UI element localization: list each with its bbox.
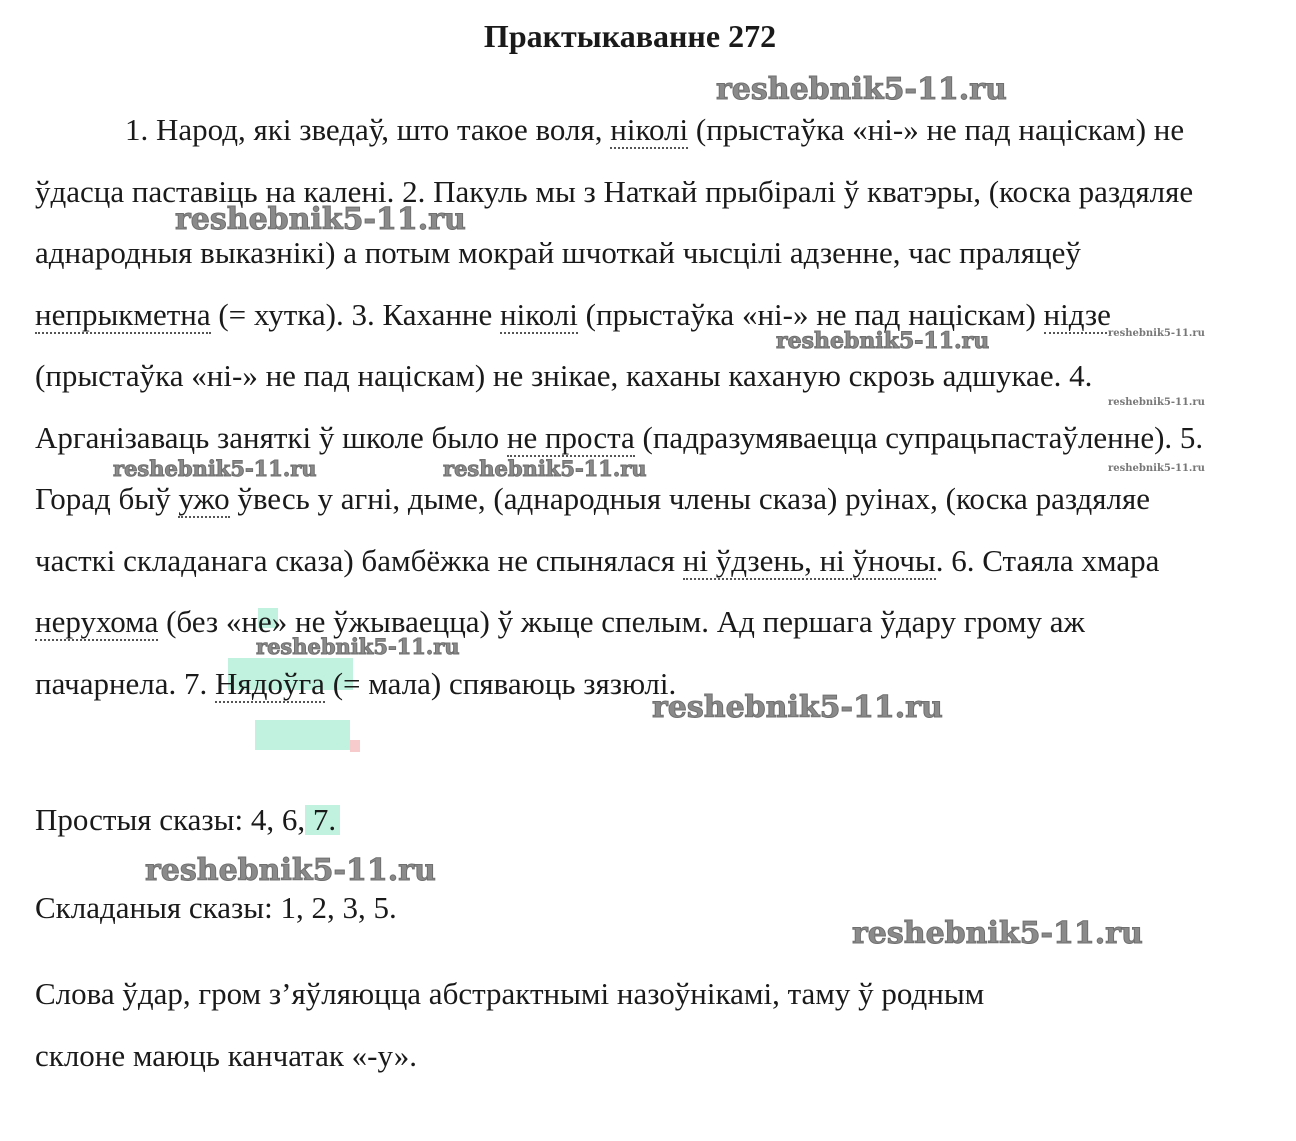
watermark: reshebnik5-11.ru bbox=[1108, 463, 1205, 474]
watermark: reshebnik5-11.ru bbox=[113, 456, 317, 481]
underlined-word: не проста bbox=[506, 419, 635, 455]
answer-paragraph bbox=[35, 99, 1215, 714]
note-line: склоне маюць канчатак «-у». bbox=[35, 1038, 418, 1073]
complex-sentences: Складаныя сказы: 1, 2, 3, 5. bbox=[35, 890, 397, 925]
sentence-text: (= хутка). 3. Каханне bbox=[210, 296, 501, 332]
sentence-text: 1. Народ, які зведаў, што такое воля, bbox=[125, 112, 611, 147]
watermark: reshebnik5-11.ru bbox=[716, 72, 1007, 107]
watermark: reshebnik5-11.ru bbox=[175, 202, 466, 237]
page-title: Практыкаванне 272 bbox=[483, 18, 777, 54]
underlined-word: ніколі bbox=[500, 296, 578, 332]
sentence-text: (прыстаўка «ні-» не пад націскам) bbox=[577, 296, 1044, 332]
sentence-text: . 6. Стаяла хмара bbox=[935, 542, 1160, 578]
watermark: reshebnik5-11.ru bbox=[852, 916, 1143, 951]
sentence-text: (прыстаўка «ні-» не пад націскам) не знікае, каханы каханую скрозь адшукае. 4. Арганізаваць заняткі ў школе было bbox=[35, 358, 1093, 455]
simple-sentences: Простыя сказы: 4, 6, 7. bbox=[35, 802, 337, 837]
watermark: reshebnik5-11.ru bbox=[776, 328, 990, 354]
note-line: Слова ўдар, гром з’яўляюцца абстрактнымі назоўнікамі, таму ў родным bbox=[35, 976, 985, 1011]
underlined-word: нерухома bbox=[35, 604, 159, 639]
highlight-mark bbox=[255, 720, 350, 750]
underlined-word: непрыкметна bbox=[35, 296, 211, 332]
watermark: reshebnik5-11.ru bbox=[652, 690, 943, 725]
watermark: reshebnik5-11.ru bbox=[145, 853, 436, 888]
sentence-text: ўвесь у агні, дыме, (аднародныя члены сказа) руінах, (коска раздяляе часткі складанага сказа) бамбёжка не спынялася bbox=[35, 481, 1151, 578]
underlined-word: ужо bbox=[178, 481, 230, 516]
watermark: reshebnik5-11.ru bbox=[443, 456, 647, 481]
underlined-word: Нядоўга bbox=[215, 665, 325, 701]
underlined-word: ніколі bbox=[610, 112, 689, 147]
highlight-mark bbox=[350, 740, 360, 752]
underlined-word: нідзе bbox=[1043, 296, 1111, 332]
watermark: reshebnik5-11.ru bbox=[256, 634, 460, 659]
underlined-word: ні ўдзень, ні ўночы bbox=[682, 542, 936, 578]
sentence-text: (без «не» не ўжываецца) ў жыце спелым. Ад першага ўдару грому аж пачарнела. 7. bbox=[35, 604, 1085, 701]
sentence-text: (падразумяваецца супрацьпастаўленне). 5. Горад быў bbox=[35, 419, 1204, 516]
sentence-text: (= мала) спяваюць зязюлі. bbox=[324, 665, 677, 701]
sentence-text: (прыстаўка «ні-» не пад націскам) не ўдасца паставіць на калені. 2. Пакуль мы з Наткай прыбіралі ў кватэры, (коска раздяляе аднародныя выказнікі) а потым мокрай шчоткай чысцілі адзенне, час праляцеў bbox=[35, 112, 1194, 270]
watermark: reshebnik5-11.ru bbox=[1108, 328, 1205, 339]
watermark: reshebnik5-11.ru bbox=[1108, 397, 1205, 408]
